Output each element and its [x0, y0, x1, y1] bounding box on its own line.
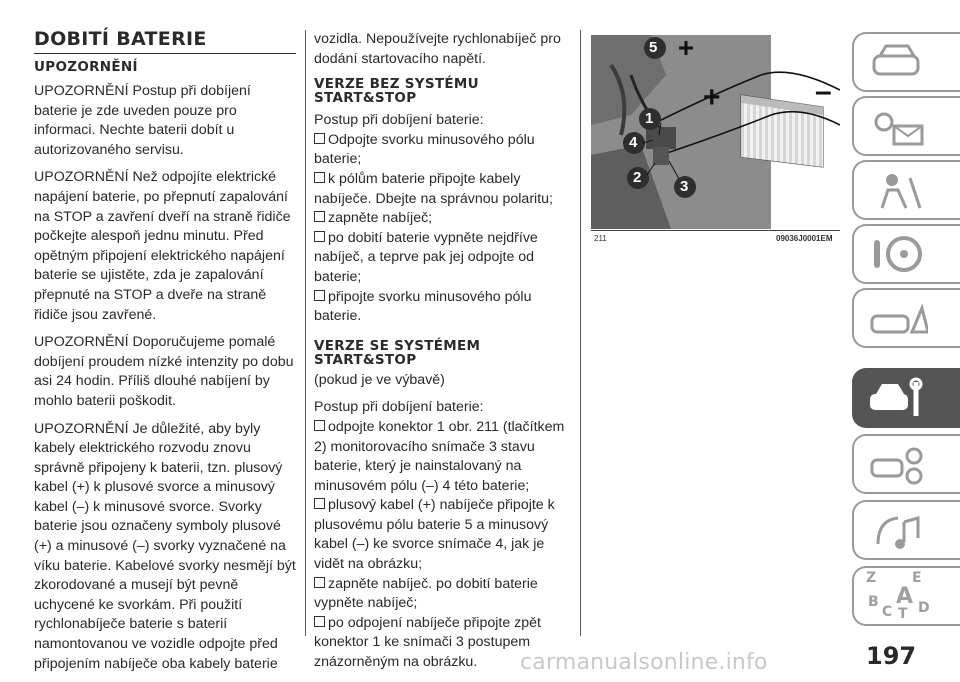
- list-item: zapněte nabíječ. po dobití baterie vypněte nabíječ;: [314, 575, 538, 612]
- tab-maintenance[interactable]: [852, 368, 960, 428]
- plus-terminal-label: +: [703, 81, 721, 114]
- battery-illustration: [591, 35, 840, 229]
- paragraph: UPOZORNĚNÍ Postup při dobíjení baterie je zde uveden pouze pro informaci. Nechte baterii dobít u autorizovaného servisu.: [34, 83, 251, 158]
- figure-number: 211: [594, 234, 607, 243]
- steering-icon: [868, 232, 928, 278]
- tab-multimedia[interactable]: [852, 500, 960, 560]
- checkbox-bullet-icon: [314, 133, 325, 144]
- battery-figure: [591, 35, 840, 229]
- page-title: DOBITÍ BATERIE: [34, 28, 296, 54]
- tab-starting-driving[interactable]: [852, 224, 960, 284]
- list-item: Odpojte svorku minusového pólu baterie;: [314, 131, 535, 168]
- procedure-intro: Postup při dobíjení baterie:: [314, 112, 484, 129]
- callout-5: 5: [649, 39, 658, 56]
- list-item: připojte svorku minusového pólu baterie.: [314, 288, 532, 325]
- checkbox-bullet-icon: [314, 420, 325, 431]
- maintenance-icon: [868, 376, 928, 422]
- paragraph: UPOZORNĚNÍ Doporučujeme pomalé dobíjení proudem nízké intenzity po dobu asi 24 hodin. Příliš dlouhé nabíjení by mohlo baterii poškodit.: [34, 334, 294, 409]
- list-item: po dobití baterie vypněte nejdříve nabíječ, a teprve pak jej odpojte od baterie;: [314, 229, 538, 285]
- multimedia-icon: [868, 508, 928, 554]
- list-item: odpojte konektor 1 obr. 211 (tlačítkem 2) monitorovacího snímače 3 stavu baterie, který je nainstalovaný na minusovém pólu (–) 4 této baterie;: [314, 418, 565, 494]
- list-item: po odpojení nabíječe připojte zpět konektor 1 ke snímači 3 postupem znázorněným na obrázku.: [314, 614, 541, 671]
- tab-emergency[interactable]: [852, 288, 960, 348]
- checkbox-bullet-icon: [314, 231, 325, 242]
- index-icon: Z E B A C T D: [866, 570, 930, 622]
- list-item: plusový kabel (+) nabíječe připojte k plusovému pólu baterie 5 a minusový kabel (–) ke svorce snímače 4, jak je vidět na obrázku;: [314, 497, 555, 573]
- tab-technical-data[interactable]: [852, 434, 960, 494]
- minus-terminal-label: –: [815, 75, 832, 108]
- column-right: [314, 30, 576, 673]
- tab-dashboard[interactable]: [852, 32, 960, 92]
- checkbox-bullet-icon: [314, 616, 325, 627]
- paragraph: UPOZORNĚNÍ Je důležité, aby byly kabely elektrického rozvodu znovu správně připojeny k baterii, tzn. plusový kabel (+) k plusové svorce a minusový kabel (–) k minusové svorce. Svorky baterie jsou označeny symboly plusové (+) a minusové (–) svorky vyznačené na víku baterie. Kabelové svorky nesmějí být zkorodované a musejí být pevně uchycené ke svorkám. Při použití rychlonabíječe baterie s baterií namontovanou ve vozidle odpojte před připojením nabíječe oba kabely baterie: [34, 420, 296, 672]
- figure-code: 09036J0001EM: [776, 234, 833, 243]
- page-number: 197: [866, 642, 917, 670]
- column-divider: [580, 30, 581, 636]
- checkbox-bullet-icon: [314, 577, 325, 588]
- callout-3: 3: [680, 178, 689, 195]
- checkbox-bullet-icon: [314, 290, 325, 301]
- checkbox-bullet-icon: [314, 498, 325, 509]
- technical-data-icon: [868, 442, 928, 488]
- figure-caption-rule: [591, 230, 840, 231]
- checkbox-bullet-icon: [314, 172, 325, 183]
- section-heading-startstop: VERZE SE SYSTÉMEM START&STOP: [314, 337, 481, 368]
- safety-icon: [868, 168, 928, 214]
- checkbox-bullet-icon: [314, 211, 325, 222]
- tab-warning-lights[interactable]: [852, 96, 960, 156]
- column-left: [34, 28, 296, 682]
- car-dashboard-icon: [868, 40, 928, 86]
- column-divider: [305, 30, 306, 636]
- paragraph: vozidla. Nepoužívejte rychlonabíječ pro dodání startovacího napětí.: [314, 31, 561, 67]
- warning-heading: UPOZORNĚNÍ: [34, 59, 138, 75]
- warning-lights-icon: [868, 104, 928, 150]
- breakdown-icon: [868, 296, 928, 342]
- procedure-intro: Postup při dobíjení baterie:: [314, 399, 484, 416]
- callout-1: 1: [645, 110, 654, 127]
- tab-index[interactable]: [852, 566, 960, 626]
- list-item: k pólům baterie připojte kabely nabíječe. Dbejte na správnou polaritu;: [314, 170, 553, 207]
- list-item: zapněte nabíječ;: [314, 209, 576, 229]
- paragraph: UPOZORNĚNÍ Než odpojíte elektrické napájení baterie, po přepnutí zapalování na STOP a zavření dveří na straně řidiče počkejte alespoň jednu minutu. Před opětným připojení elektrického napájení baterie se ujistěte, zda je zapalování přepnuté na STOP a dveře na straně řidiče jsou zavřené.: [34, 169, 291, 323]
- callout-4: 4: [629, 134, 638, 151]
- section-subtitle: (pokud je ve výbavě): [314, 371, 445, 388]
- watermark: carmanualsonline.info: [520, 650, 768, 675]
- callout-2: 2: [633, 169, 642, 186]
- section-heading-no-startstop: VERZE BEZ SYSTÉMU START&STOP: [314, 76, 479, 107]
- tab-safety[interactable]: [852, 160, 960, 220]
